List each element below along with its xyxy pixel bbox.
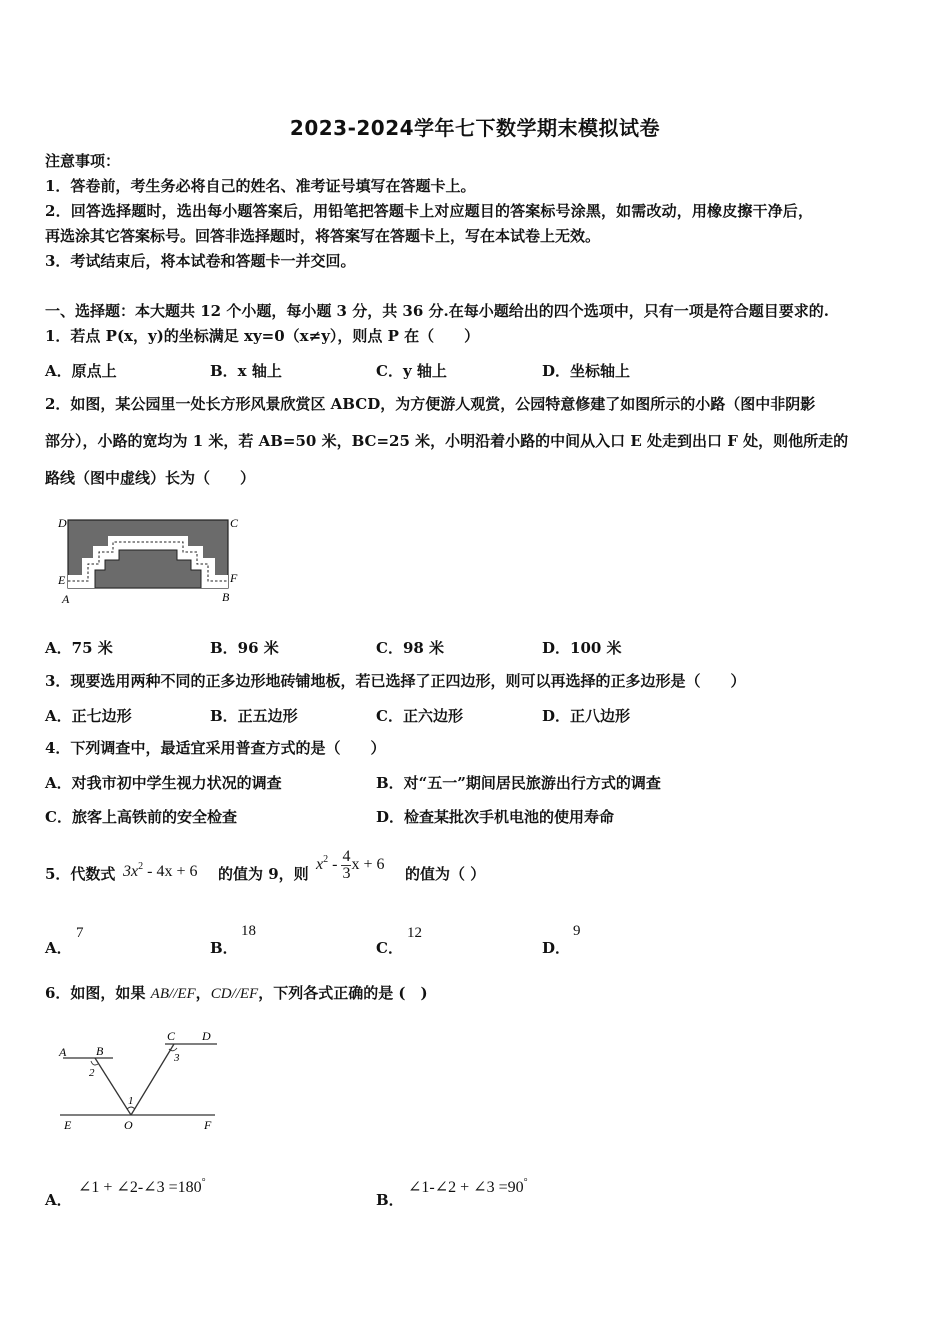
question-5-expression-1 [123,863,197,881]
cd-parallel-ef: CD//EF [210,986,259,1002]
question-4-stem: 4．下列调查中，最适宜采用普查方式的是（ ） [45,739,386,757]
notice-item-2-line-1: 2．回答选择题时，选出每小题答案后，用铅笔把答题卡上对应题目的答案标号涂黑，如需改动，用橡皮擦干净后， [45,202,814,220]
question-2-option-c: C．98 米 [376,639,445,657]
stem-suffix: ，下列各式正确的是 ( ) [258,984,428,1002]
question-1-stem: 1．若点 P(x，y)的坐标满足 xy=0（x≠y），则点 P 在（ ） [45,327,480,345]
question-6-option-a-letter: A． [45,1191,72,1209]
label-d: D [58,516,67,530]
question-3-option-d: D．正八边形 [542,707,631,725]
label-f: F [230,571,238,585]
label-a: A [59,1045,67,1059]
page-title: 2023-2024学年七下数学期末模拟试卷 [289,116,661,140]
notice-heading: 注意事项： [45,152,121,170]
question-5-option-d-letter: D． [542,939,571,957]
label-c: C [230,516,239,530]
option-b-expr: ∠1-∠2 + ∠3 =90 [408,1179,524,1196]
question-1-option-c: C．y 轴上 [376,362,447,380]
expr1-term: 3x [123,863,139,880]
question-5-option-c-letter: C． [376,939,403,957]
segment-bo [95,1058,131,1115]
question-6-option-b-expression [408,1177,528,1197]
question-4-option-b: B．对“五一”期间居民旅游出行方式的调查 [376,774,661,792]
expr2-fraction [341,849,351,882]
question-3-option-b: B．正五边形 [210,707,298,725]
question-3-option-a: A．正七边形 [45,707,132,725]
stem-separator: ， [195,984,211,1002]
question-2-option-d: D．100 米 [542,639,622,657]
question-1-option-d: D．坐标轴上 [542,362,631,380]
label-angle-1: 1 [128,1095,134,1107]
option-a-expr: ∠1 + ∠2-∠3 =180 [78,1179,202,1196]
expr2-minus: - [328,856,342,874]
option-b-degree: ° [523,1177,528,1188]
question-5-option-d-value: 9 [573,923,581,939]
label-b: B [222,590,230,604]
label-e: E [64,1118,72,1132]
fraction-denominator: 3 [342,865,351,882]
fraction-numerator: 4 [342,848,351,865]
question-6-option-b-letter: B． [376,1191,404,1209]
question-5-option-c-value: 12 [407,925,422,941]
angle-1-arc [127,1107,135,1109]
question-6-stem [45,983,428,1004]
question-3-option-c: C．正六边形 [376,707,463,725]
question-2-option-a: A．75 米 [45,639,113,657]
label-angle-2: 2 [89,1067,95,1079]
stem-prefix: 6．如图，如果 [45,984,151,1002]
notice-item-1: 1．答卷前，考生务必将自己的姓名、准考证号填写在答题卡上。 [45,177,476,195]
question-5-middle: 的值为 9，则 [218,865,309,883]
ab-parallel-ef: AB//EF [150,986,196,1002]
label-c: C [167,1029,176,1043]
label-e: E [58,573,66,587]
expr2-exponent: 2 [323,854,329,866]
question-5-option-b-value: 18 [241,923,256,939]
question-2-line-2: 部分），小路的宽均为 1 米，若 AB=50 米，BC=25 米，小明沿着小路的中间从入口 E 处走到出口 F 处，则他所走的 [45,432,849,450]
question-5-expression-2 [316,849,384,882]
question-5-option-b-letter: B． [210,939,238,957]
expr2-rest: x + 6 [351,856,385,874]
expr1-exponent: 2 [138,861,144,872]
label-f: F [204,1118,212,1132]
label-angle-3: 3 [174,1052,180,1064]
question-3-stem: 3．现要选用两种不同的正多边形地砖铺地板，若已选择了正四边形，则可以再选择的正多边形是（ ） [45,672,746,690]
question-2-figure [55,512,255,607]
question-5-option-a-letter: A． [45,939,72,957]
question-6-option-a-expression [78,1177,206,1197]
expr1-rest: - 4x + 6 [143,863,198,880]
question-1-option-b: B．x 轴上 [210,362,282,380]
option-a-degree: ° [201,1177,206,1188]
question-5-option-a-value: 7 [76,925,84,941]
question-4-option-d: D．检查某批次手机电池的使用寿命 [376,808,615,826]
question-4-option-a: A．对我市初中学生视力状况的调查 [45,774,282,792]
question-2-line-3: 路线（图中虚线）长为（ ） [45,469,256,487]
question-2-option-b: B．96 米 [210,639,279,657]
question-6-figure [55,1025,225,1135]
expr2-base: x [316,856,324,874]
question-5-suffix: 的值为（ ） [405,865,486,883]
question-2-line-1: 2．如图，某公园里一处长方形风景欣赏区 ABCD，为方便游人观赏，公园特意修建了如图所示的小路（图中非阴影 [45,395,816,413]
segment-oc [131,1044,174,1115]
label-b: B [96,1044,104,1058]
question-1-option-a: A．原点上 [45,362,117,380]
section-heading: 一、选择题：本大题共 12 个小题，每小题 3 分，共 36 分.在每小题给出的四个选项中，只有一项是符合题目要求的. [45,302,829,320]
question-5-prefix: 5．代数式 [45,865,116,883]
label-a: A [62,592,70,606]
notice-item-3: 3．考试结束后，将本试卷和答题卡一并交回。 [45,252,356,270]
label-o: O [124,1118,133,1132]
question-4-option-c: C．旅客上高铁前的安全检查 [45,808,237,826]
label-d: D [202,1029,211,1043]
notice-item-2-line-2: 再选涂其它答案标号。回答非选择题时，将答案写在答题卡上，写在本试卷上无效。 [45,227,601,245]
